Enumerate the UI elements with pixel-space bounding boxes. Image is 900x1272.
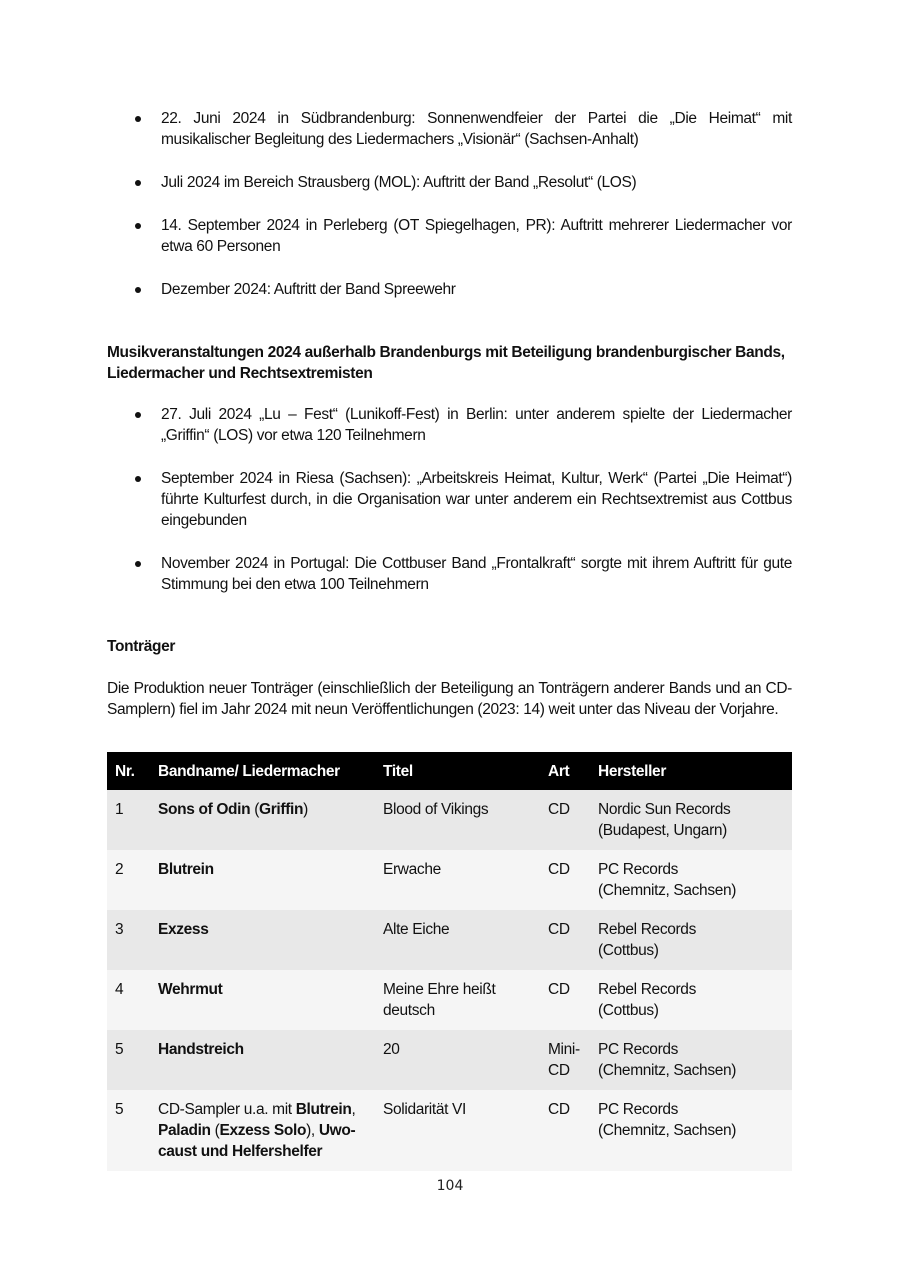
- bullet-icon: [135, 287, 141, 293]
- cell-band: CD-Sampler u.a. mit Blutrein, Paladin (Exzess Solo), Uwo- caust und Helfershelfer: [150, 1090, 375, 1171]
- cell-hersteller: Rebel Records (Cottbus): [590, 970, 792, 1030]
- cell-nr: 5: [107, 1030, 150, 1090]
- cell-art: CD: [540, 1090, 590, 1171]
- cell-hersteller: Nordic Sun Records (Budapest, Ungarn): [590, 790, 792, 850]
- cell-titel: Solidarität VI: [375, 1090, 540, 1171]
- cell-titel: Alte Eiche: [375, 910, 540, 970]
- cell-titel: Meine Ehre heißt deutsch: [375, 970, 540, 1030]
- table-row: [107, 910, 792, 970]
- list-item: November 2024 in Portugal: Die Cottbuser Band „Frontalkraft“ sorgte mit ihrem Auftritt für gute Stimmung bei den etwa 100 Teilnehmern: [107, 553, 792, 595]
- table-row: [107, 1090, 792, 1171]
- cell-hersteller: PC Records (Chemnitz, Sachsen): [590, 1090, 792, 1171]
- table-row: [107, 1030, 792, 1090]
- cell-art: CD: [540, 790, 590, 850]
- cell-band: Sons of Odin (Griffin): [150, 790, 375, 850]
- list-item: 27. Juli 2024 „Lu – Fest“ (Lunikoff-Fest) in Berlin: unter anderem spielte der Liedermacher „Griffin“ (LOS) vor etwa 120 Teilnehmern: [107, 404, 792, 446]
- list-item: 14. September 2024 in Perleberg (OT Spiegelhagen, PR): Auftritt mehrerer Liedermacher vor etwa 60 Personen: [107, 215, 792, 257]
- cell-art: CD: [540, 970, 590, 1030]
- cell-titel: Erwache: [375, 850, 540, 910]
- bullet-icon: [135, 561, 141, 567]
- releases-table: [107, 752, 792, 1171]
- cell-hersteller: PC Records (Chemnitz, Sachsen): [590, 850, 792, 910]
- cell-band: Exzess: [150, 910, 375, 970]
- cell-art: CD: [540, 910, 590, 970]
- event-list-brandenburg: [107, 108, 792, 300]
- cell-nr: 3: [107, 910, 150, 970]
- list-item: September 2024 in Riesa (Sachsen): „Arbeitskreis Heimat, Kultur, Werk“ (Partei „Die Heimat“) führte Kulturfest durch, in die Organisation war unter anderem ein Rechtsextremist aus Cottbus eingebunden: [107, 468, 792, 531]
- column-header: Titel: [375, 752, 540, 790]
- cell-nr: 4: [107, 970, 150, 1030]
- page-number: 104: [436, 1178, 464, 1194]
- table-header-row: [107, 752, 792, 790]
- cell-band: Blutrein: [150, 850, 375, 910]
- section-heading-outside: Musikveranstaltungen 2024 außerhalb Brandenburgs mit Beteiligung brandenburgischer Bands, Liedermacher und Rechtsextremisten: [107, 344, 785, 382]
- list-item: Juli 2024 im Bereich Strausberg (MOL): Auftritt der Band „Resolut“ (LOS): [107, 172, 792, 193]
- cell-hersteller: PC Records (Chemnitz, Sachsen): [590, 1030, 792, 1090]
- document-page: [107, 108, 792, 1160]
- cell-titel: 20: [375, 1030, 540, 1090]
- cell-nr: 2: [107, 850, 150, 910]
- bullet-icon: [135, 116, 141, 122]
- list-item: 22. Juni 2024 in Südbrandenburg: Sonnenwendfeier der Partei die „Die Heimat“ mit musikalischer Begleitung des Liedermachers „Visionär“ (Sachsen-Anhalt): [107, 108, 792, 150]
- cell-band: Wehrmut: [150, 970, 375, 1030]
- cell-titel: Blood of Vikings: [375, 790, 540, 850]
- section-heading-tontraeger: Tonträger: [107, 638, 176, 655]
- column-header: Art: [540, 752, 590, 790]
- column-header: Bandname/ Liedermacher: [150, 752, 375, 790]
- bullet-icon: [135, 412, 141, 418]
- bullet-icon: [135, 223, 141, 229]
- cell-art: CD: [540, 850, 590, 910]
- column-header: Hersteller: [590, 752, 792, 790]
- event-list-outside: [107, 404, 792, 595]
- body-paragraph: Die Produktion neuer Tonträger (einschließlich der Beteiligung an Tonträgern anderer Bands und an CD-Samplern) fiel im Jahr 2024 mit neun Veröffentlichungen (2023: 14) weit unter das Niveau der Vorjahre.: [107, 680, 792, 718]
- table-row: [107, 790, 792, 850]
- cell-hersteller: Rebel Records (Cottbus): [590, 910, 792, 970]
- list-item: Dezember 2024: Auftritt der Band Spreewehr: [107, 279, 792, 300]
- cell-art: Mini- CD: [540, 1030, 590, 1090]
- cell-nr: 1: [107, 790, 150, 850]
- table-row: [107, 850, 792, 910]
- cell-nr: 5: [107, 1090, 150, 1171]
- table-row: [107, 970, 792, 1030]
- bullet-icon: [135, 476, 141, 482]
- bullet-icon: [135, 180, 141, 186]
- column-header: Nr.: [107, 752, 150, 790]
- cell-band: Handstreich: [150, 1030, 375, 1090]
